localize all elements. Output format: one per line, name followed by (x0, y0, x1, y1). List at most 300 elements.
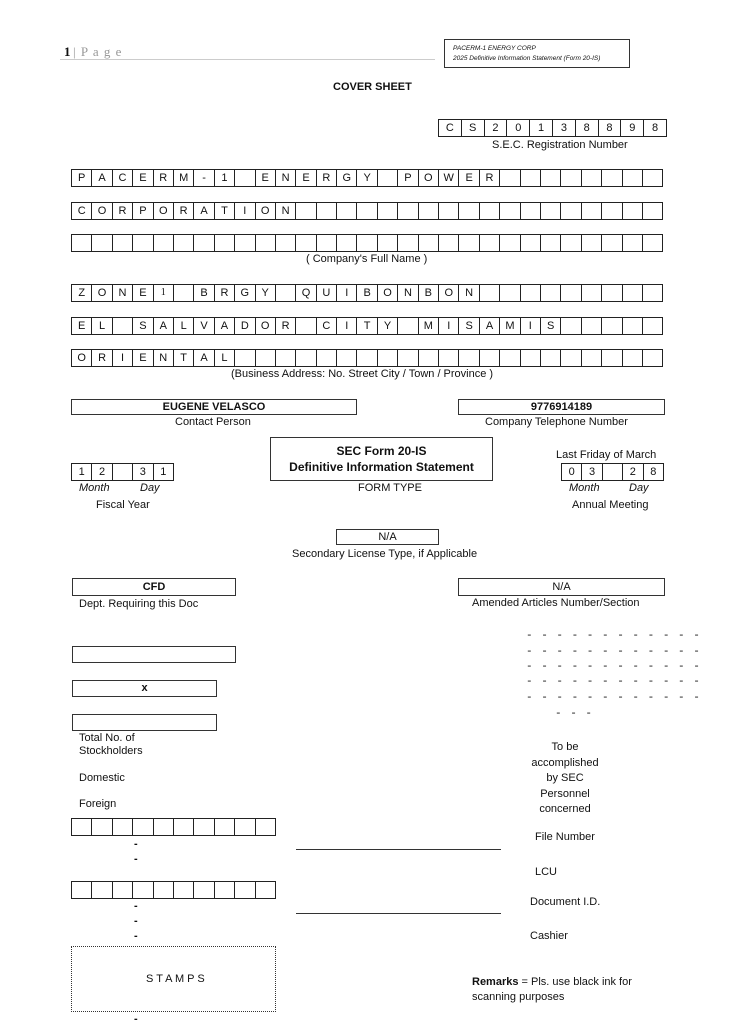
grid-cell[interactable]: 1 (154, 285, 174, 301)
address-label: (Business Address: No. Street City / Town / Province ) (231, 368, 494, 380)
grid-cell[interactable] (439, 350, 459, 366)
grid-cell[interactable] (357, 203, 377, 219)
grid-cell[interactable]: E (459, 170, 479, 186)
grid-cell[interactable]: O (439, 285, 459, 301)
grid-cell[interactable]: S (133, 318, 153, 334)
page-number-value: 1 (64, 44, 71, 59)
dash-mark-2: - (134, 853, 138, 865)
grid-cell[interactable]: 1 (530, 120, 553, 136)
fiscal-year-grid (71, 463, 174, 481)
form-type-box (270, 437, 493, 481)
grid-cell[interactable]: E (256, 170, 276, 186)
grid-cell[interactable] (643, 203, 663, 219)
grid-cell[interactable] (378, 203, 398, 219)
grid-cell[interactable] (643, 235, 663, 251)
grid-cell[interactable] (521, 170, 541, 186)
grid-cell[interactable] (317, 235, 337, 251)
grid-cell[interactable]: S (541, 318, 561, 334)
grid-cell[interactable] (296, 318, 316, 334)
grid-cell[interactable]: 0 (507, 120, 530, 136)
grid-cell[interactable]: N (276, 203, 296, 219)
grid-cell[interactable]: C (317, 318, 337, 334)
annual-meeting-note: Last Friday of March (556, 449, 657, 461)
grid-cell[interactable]: E (72, 318, 92, 334)
grid-cell[interactable]: P (133, 203, 153, 219)
telephone-label: Company Telephone Number (485, 416, 628, 428)
grid-cell[interactable] (480, 350, 500, 366)
form-type-line-2: Definitive Information Statement (289, 460, 474, 474)
grid-cell[interactable]: W (439, 170, 459, 186)
dash-mark-6: - (134, 1013, 138, 1025)
grid-cell[interactable]: L (215, 350, 235, 366)
grid-cell[interactable]: S (459, 318, 479, 334)
dept-value: CFD (142, 581, 166, 593)
grid-cell[interactable]: 3 (582, 464, 602, 480)
grid-cell[interactable]: N (276, 170, 296, 186)
grid-cell[interactable]: R (215, 285, 235, 301)
grid-cell[interactable] (398, 235, 418, 251)
grid-cell[interactable] (643, 350, 663, 366)
grid-cell[interactable]: D (235, 318, 255, 334)
foreign-label: Foreign (79, 798, 117, 810)
telephone-field[interactable] (458, 399, 665, 415)
grid-cell[interactable] (561, 235, 581, 251)
grid-cell[interactable] (296, 350, 316, 366)
grid-cell[interactable]: T (174, 350, 194, 366)
grid-cell[interactable] (541, 235, 561, 251)
amended-articles-value: N/A (552, 581, 571, 593)
grid-cell[interactable] (378, 235, 398, 251)
company-name-row-2 (71, 202, 663, 220)
grid-cell[interactable]: O (92, 203, 112, 219)
lcu-label: LCU (535, 866, 558, 878)
dash-line-4: - - - - - - - - - - - - (526, 676, 701, 688)
secondary-license-field[interactable] (336, 529, 439, 545)
lcu-signature-line (296, 849, 501, 850)
grid-cell[interactable]: O (154, 203, 174, 219)
grid-cell[interactable]: Y (256, 285, 276, 301)
dash-line-1: - - - - - - - - - - - - (526, 630, 701, 642)
grid-cell[interactable] (337, 235, 357, 251)
grid-cell[interactable] (174, 819, 194, 835)
secondary-license-label: Secondary License Type, if Applicable (292, 548, 478, 560)
grid-cell[interactable] (623, 235, 643, 251)
fiscal-day-label: Day (140, 482, 160, 494)
grid-cell[interactable] (276, 350, 296, 366)
stockholders-domestic-field[interactable] (72, 680, 217, 697)
grid-cell[interactable] (337, 350, 357, 366)
grid-cell[interactable] (194, 235, 214, 251)
grid-cell[interactable] (602, 170, 622, 186)
stockholders-mark: x (141, 682, 148, 694)
grid-cell[interactable] (439, 203, 459, 219)
company-name-label: ( Company's Full Name ) (306, 253, 428, 265)
grid-cell[interactable] (602, 318, 622, 334)
dash-mark-4: - (134, 915, 138, 927)
grid-cell[interactable] (174, 235, 194, 251)
grid-cell[interactable]: G (235, 285, 255, 301)
grid-cell[interactable]: B (194, 285, 214, 301)
dept-label: Dept. Requiring this Doc (79, 598, 199, 610)
meeting-month-label: Month (569, 482, 600, 494)
grid-cell[interactable] (215, 235, 235, 251)
grid-cell[interactable]: R (480, 170, 500, 186)
grid-cell[interactable] (459, 235, 479, 251)
grid-cell[interactable] (72, 819, 92, 835)
dash-line-5: - - - - - - - - - - - - (526, 692, 701, 704)
dash-mark-5: - (134, 930, 138, 942)
contact-person-field[interactable] (71, 399, 357, 415)
grid-cell[interactable]: R (174, 203, 194, 219)
sec-personnel-line-3: by SEC (546, 772, 584, 784)
grid-cell[interactable] (521, 203, 541, 219)
grid-cell[interactable] (459, 350, 479, 366)
grid-cell[interactable]: I (235, 203, 255, 219)
grid-cell[interactable] (256, 235, 276, 251)
grid-cell[interactable]: A (194, 350, 214, 366)
grid-cell[interactable]: I (337, 318, 357, 334)
header-doc-box (444, 39, 630, 68)
grid-cell[interactable]: T (357, 318, 377, 334)
grid-cell[interactable] (256, 882, 276, 898)
sec-registration-label: S.E.C. Registration Number (492, 139, 628, 151)
grid-cell[interactable]: E (133, 170, 153, 186)
grid-cell[interactable]: I (439, 318, 459, 334)
grid-cell[interactable] (459, 203, 479, 219)
grid-cell[interactable] (378, 350, 398, 366)
grid-cell[interactable] (235, 819, 255, 835)
grid-cell[interactable] (174, 285, 194, 301)
grid-cell[interactable] (602, 203, 622, 219)
grid-cell[interactable] (582, 170, 602, 186)
grid-cell[interactable] (500, 285, 520, 301)
grid-cell[interactable] (582, 235, 602, 251)
grid-cell[interactable] (521, 285, 541, 301)
grid-cell[interactable] (276, 285, 296, 301)
grid-cell[interactable] (235, 235, 255, 251)
grid-cell[interactable]: 2 (485, 120, 508, 136)
grid-cell[interactable] (398, 203, 418, 219)
grid-cell[interactable]: Z (72, 285, 92, 301)
grid-cell[interactable]: G (337, 170, 357, 186)
grid-cell[interactable] (317, 203, 337, 219)
grid-cell[interactable]: A (194, 203, 214, 219)
telephone-value: 9776914189 (530, 401, 593, 413)
address-row-3 (71, 349, 663, 367)
grid-cell[interactable]: M (419, 318, 439, 334)
dept-field[interactable] (72, 578, 236, 596)
grid-cell[interactable]: A (92, 170, 112, 186)
grid-cell[interactable] (235, 350, 255, 366)
contact-person-label: Contact Person (175, 416, 251, 428)
grid-cell[interactable]: 1 (154, 464, 174, 480)
annual-meeting-grid (561, 463, 664, 481)
grid-cell[interactable] (337, 203, 357, 219)
grid-cell[interactable]: M (500, 318, 520, 334)
grid-cell[interactable]: O (256, 203, 276, 219)
grid-cell[interactable] (92, 819, 112, 835)
grid-cell[interactable] (500, 170, 520, 186)
grid-cell[interactable] (174, 882, 194, 898)
grid-cell[interactable]: 8 (576, 120, 599, 136)
grid-cell[interactable]: O (378, 285, 398, 301)
grid-cell[interactable] (133, 882, 153, 898)
total-stockholders-label-2: Stockholders (79, 745, 143, 757)
grid-cell[interactable] (623, 350, 643, 366)
page-number (64, 44, 71, 60)
grid-cell[interactable]: N (113, 285, 133, 301)
grid-cell[interactable]: R (317, 170, 337, 186)
grid-cell[interactable]: M (174, 170, 194, 186)
grid-cell[interactable] (603, 464, 623, 480)
annual-meeting-label: Annual Meeting (572, 499, 649, 511)
grid-cell[interactable] (623, 285, 643, 301)
grid-cell[interactable]: 3 (553, 120, 576, 136)
grid-cell[interactable] (113, 882, 133, 898)
grid-cell[interactable] (72, 882, 92, 898)
domestic-label: Domestic (79, 772, 125, 784)
grid-cell[interactable]: P (398, 170, 418, 186)
grid-cell[interactable] (419, 235, 439, 251)
contact-person-value: EUGENE VELASCO (162, 401, 266, 413)
grid-cell[interactable] (480, 203, 500, 219)
grid-cell[interactable]: U (317, 285, 337, 301)
cashier-label: Cashier (530, 930, 568, 942)
grid-cell[interactable] (480, 285, 500, 301)
dash-line-3: - - - - - - - - - - - - (526, 661, 701, 673)
grid-cell[interactable] (500, 235, 520, 251)
grid-cell[interactable] (113, 464, 133, 480)
address-row-2 (71, 317, 663, 335)
grid-cell[interactable]: C (72, 203, 92, 219)
grid-cell[interactable]: 3 (133, 464, 153, 480)
company-name-row-1 (71, 169, 663, 187)
grid-cell[interactable] (133, 235, 153, 251)
grid-cell[interactable] (133, 819, 153, 835)
grid-cell[interactable] (602, 350, 622, 366)
grid-cell[interactable]: N (459, 285, 479, 301)
company-name-row-3 (71, 234, 663, 252)
grid-cell[interactable] (378, 170, 398, 186)
grid-cell[interactable] (582, 285, 602, 301)
grid-cell[interactable] (276, 235, 296, 251)
grid-cell[interactable]: I (521, 318, 541, 334)
grid-cell[interactable] (561, 285, 581, 301)
grid-cell[interactable] (500, 350, 520, 366)
grid-cell[interactable] (154, 819, 174, 835)
stockholders-total-field[interactable] (72, 646, 236, 663)
grid-cell[interactable]: R (113, 203, 133, 219)
grid-cell[interactable] (541, 350, 561, 366)
grid-cell[interactable]: A (480, 318, 500, 334)
grid-cell[interactable] (521, 235, 541, 251)
grid-cell[interactable]: S (462, 120, 485, 136)
grid-cell[interactable] (194, 882, 214, 898)
sec-personnel-line-5: concerned (539, 803, 591, 815)
grid-cell[interactable] (194, 819, 214, 835)
grid-cell[interactable]: O (72, 350, 92, 366)
grid-cell[interactable] (235, 882, 255, 898)
grid-cell[interactable]: N (154, 350, 174, 366)
grid-cell[interactable]: I (337, 285, 357, 301)
grid-cell[interactable] (561, 350, 581, 366)
fiscal-month-label: Month (79, 482, 110, 494)
grid-cell[interactable]: 8 (644, 464, 664, 480)
remarks-title: Remarks (472, 976, 519, 988)
grid-cell[interactable]: 0 (562, 464, 582, 480)
grid-cell[interactable] (561, 170, 581, 186)
dash-mark-3: - (134, 900, 138, 912)
grid-cell[interactable] (480, 235, 500, 251)
sec-personnel-note (515, 740, 615, 818)
sec-personnel-line-2: accomplished (531, 756, 599, 769)
total-stockholders-label-1: Total No. of (79, 732, 135, 744)
grid-cell[interactable]: A (215, 318, 235, 334)
header-company: PACERM-1 ENERGY CORP (453, 45, 536, 52)
grid-cell[interactable] (602, 235, 622, 251)
grid-cell[interactable] (398, 350, 418, 366)
grid-cell[interactable] (256, 350, 276, 366)
grid-cell[interactable] (541, 170, 561, 186)
grid-cell[interactable] (357, 350, 377, 366)
grid-cell[interactable] (357, 235, 377, 251)
grid-cell[interactable]: 9 (621, 120, 644, 136)
stamps-box (71, 946, 276, 1012)
grid-cell[interactable]: C (113, 170, 133, 186)
grid-cell[interactable] (92, 235, 112, 251)
sec-personnel-line-4: Personnel (540, 787, 590, 800)
grid-cell[interactable] (561, 203, 581, 219)
grid-cell[interactable] (113, 819, 133, 835)
grid-cell[interactable]: V (194, 318, 214, 334)
header-document: 2025 Definitive Information Statement (Form 20-IS) (453, 55, 601, 62)
grid-cell[interactable]: Q (296, 285, 316, 301)
grid-cell[interactable]: O (256, 318, 276, 334)
grid-cell[interactable]: - (194, 170, 214, 186)
grid-cell[interactable] (602, 285, 622, 301)
dash-line-6: - - - (555, 708, 594, 720)
grid-cell[interactable] (113, 318, 133, 334)
grid-cell[interactable]: N (398, 285, 418, 301)
grid-cell[interactable]: O (92, 285, 112, 301)
fiscal-year-label: Fiscal Year (96, 499, 150, 511)
grid-cell[interactable]: 2 (92, 464, 112, 480)
grid-cell[interactable] (521, 350, 541, 366)
document-id-label: Document I.D. (530, 896, 601, 908)
grid-cell[interactable] (643, 318, 663, 334)
amended-articles-label: Amended Articles Number/Section (472, 597, 640, 609)
grid-cell[interactable]: L (174, 318, 194, 334)
grid-cell[interactable] (419, 203, 439, 219)
page-label: | P a g e (73, 44, 123, 59)
grid-cell[interactable] (154, 235, 174, 251)
file-number-label: File Number (535, 831, 595, 843)
grid-cell[interactable]: R (276, 318, 296, 334)
grid-cell[interactable]: E (296, 170, 316, 186)
document-id-grid (71, 881, 276, 899)
stockholders-foreign-field[interactable] (72, 714, 217, 731)
grid-cell[interactable] (113, 235, 133, 251)
grid-cell[interactable]: C (439, 120, 462, 136)
header-rule (60, 59, 435, 60)
grid-cell[interactable]: Y (357, 170, 377, 186)
grid-cell[interactable] (215, 819, 235, 835)
grid-cell[interactable]: Y (378, 318, 398, 334)
grid-cell[interactable] (541, 203, 561, 219)
remarks-text-1: = Pls. use black ink for (518, 976, 632, 988)
sec-registration-grid (438, 119, 667, 137)
grid-cell[interactable]: O (419, 170, 439, 186)
grid-cell[interactable] (643, 285, 663, 301)
grid-cell[interactable] (561, 318, 581, 334)
grid-cell[interactable] (582, 318, 602, 334)
stamps-label: S T A M P S (146, 973, 205, 985)
grid-cell[interactable]: 1 (72, 464, 92, 480)
grid-cell[interactable] (296, 203, 316, 219)
grid-cell[interactable]: B (419, 285, 439, 301)
grid-cell[interactable]: R (154, 170, 174, 186)
form-type-label: FORM TYPE (358, 482, 422, 494)
grid-cell[interactable]: I (113, 350, 133, 366)
grid-cell[interactable] (256, 819, 276, 835)
secondary-license-value: N/A (378, 531, 397, 543)
grid-cell[interactable] (623, 203, 643, 219)
grid-cell[interactable]: L (92, 318, 112, 334)
grid-cell[interactable] (623, 318, 643, 334)
remarks-text-2: scanning purposes (472, 991, 565, 1003)
form-type-line-1: SEC Form 20-IS (336, 444, 427, 458)
grid-cell[interactable]: B (357, 285, 377, 301)
grid-cell[interactable]: E (133, 350, 153, 366)
page-title: COVER SHEET (333, 81, 412, 93)
remarks (472, 975, 632, 1005)
grid-cell[interactable] (643, 170, 663, 186)
grid-cell[interactable] (439, 235, 459, 251)
grid-cell[interactable]: P (72, 170, 92, 186)
grid-cell[interactable] (398, 318, 418, 334)
file-number-grid (71, 818, 276, 836)
grid-cell[interactable] (215, 882, 235, 898)
grid-cell[interactable] (235, 170, 255, 186)
grid-cell[interactable] (154, 882, 174, 898)
grid-cell[interactable] (500, 203, 520, 219)
dash-line-2: - - - - - - - - - - - - (526, 646, 701, 658)
meeting-day-label: Day (629, 482, 649, 494)
grid-cell[interactable]: A (154, 318, 174, 334)
grid-cell[interactable] (72, 235, 92, 251)
amended-articles-field[interactable] (458, 578, 665, 596)
grid-cell[interactable] (582, 350, 602, 366)
grid-cell[interactable] (623, 170, 643, 186)
grid-cell[interactable]: T (215, 203, 235, 219)
grid-cell[interactable] (541, 285, 561, 301)
sec-personnel-line-1: To be (551, 741, 579, 753)
cashier-signature-line (296, 913, 501, 914)
grid-cell[interactable] (92, 882, 112, 898)
dash-mark-1: - (134, 838, 138, 850)
grid-cell[interactable]: E (133, 285, 153, 301)
grid-cell[interactable] (296, 235, 316, 251)
grid-cell[interactable]: 2 (623, 464, 643, 480)
grid-cell[interactable]: 8 (599, 120, 622, 136)
grid-cell[interactable]: R (92, 350, 112, 366)
grid-cell[interactable] (419, 350, 439, 366)
grid-cell[interactable]: 8 (644, 120, 667, 136)
grid-cell[interactable] (317, 350, 337, 366)
address-row-1 (71, 284, 663, 302)
grid-cell[interactable] (582, 203, 602, 219)
grid-cell[interactable]: 1 (215, 170, 235, 186)
